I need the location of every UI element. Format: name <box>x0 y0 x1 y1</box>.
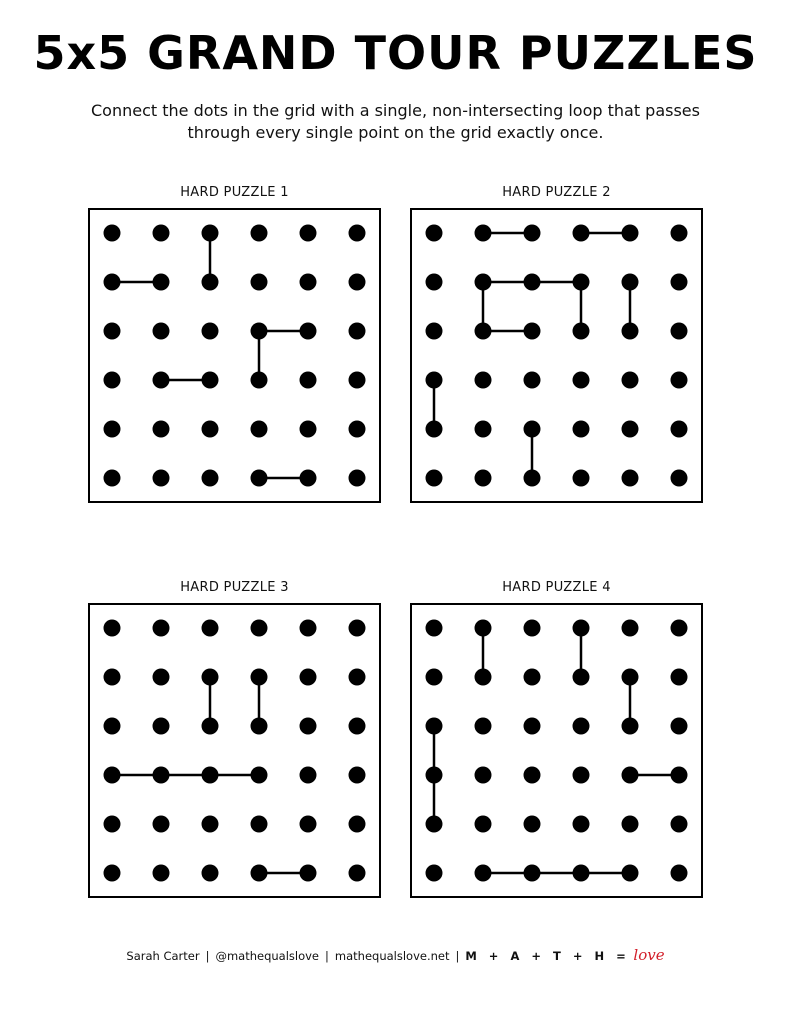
grid-dot[interactable] <box>524 372 541 389</box>
grid-dot[interactable] <box>573 865 590 882</box>
grid-dot[interactable] <box>573 669 590 686</box>
grid-dot[interactable] <box>524 669 541 686</box>
puzzle-grid[interactable] <box>88 603 381 898</box>
grid-dot[interactable] <box>349 323 366 340</box>
grid-dot[interactable] <box>622 718 639 735</box>
grid-dot[interactable] <box>300 421 317 438</box>
puzzle-label: HARD PUZZLE 1 <box>180 185 289 200</box>
grid-dot[interactable] <box>251 620 268 637</box>
grid-dot[interactable] <box>349 767 366 784</box>
grid-dot[interactable] <box>251 669 268 686</box>
grid-dot[interactable] <box>573 225 590 242</box>
grid-dot[interactable] <box>475 323 492 340</box>
grid-svg <box>88 603 381 898</box>
grid-dot[interactable] <box>475 865 492 882</box>
grid-dot[interactable] <box>251 470 268 487</box>
grid-dot[interactable] <box>300 865 317 882</box>
grid-dot[interactable] <box>475 816 492 833</box>
instructions-text: Connect the dots in the grid with a single, non-intersecting loop that passes through every single point on the grid exactly once. <box>91 101 700 142</box>
grid-dot[interactable] <box>426 669 443 686</box>
grid-dot[interactable] <box>426 274 443 291</box>
grid-dot[interactable] <box>622 816 639 833</box>
grid-svg <box>410 603 703 898</box>
grid-dot[interactable] <box>349 816 366 833</box>
grid-dot[interactable] <box>349 372 366 389</box>
grid-dot[interactable] <box>300 816 317 833</box>
grid-dot[interactable] <box>251 767 268 784</box>
puzzle-label: HARD PUZZLE 4 <box>502 580 611 595</box>
grid-dot[interactable] <box>573 274 590 291</box>
grid-dot[interactable] <box>671 274 688 291</box>
grid-dot[interactable] <box>202 323 219 340</box>
grid-dot[interactable] <box>573 718 590 735</box>
grid-dot[interactable] <box>622 372 639 389</box>
grid-dot[interactable] <box>104 620 121 637</box>
grid-svg <box>88 208 381 503</box>
grid-dot[interactable] <box>426 865 443 882</box>
grid-dot[interactable] <box>349 865 366 882</box>
grid-dot[interactable] <box>524 225 541 242</box>
grid-dot[interactable] <box>104 767 121 784</box>
grid-dot[interactable] <box>202 767 219 784</box>
grid-dot[interactable] <box>524 767 541 784</box>
puzzle-grid[interactable] <box>410 208 703 503</box>
grid-dot[interactable] <box>426 470 443 487</box>
grid-dot[interactable] <box>524 620 541 637</box>
grid-dot[interactable] <box>671 323 688 340</box>
grid-dot[interactable] <box>573 421 590 438</box>
grid-dot[interactable] <box>475 767 492 784</box>
grid-dot[interactable] <box>622 274 639 291</box>
grid-dot[interactable] <box>573 767 590 784</box>
grid-dot[interactable] <box>475 225 492 242</box>
grid-dot[interactable] <box>251 323 268 340</box>
grid-dot[interactable] <box>573 620 590 637</box>
grid-dot[interactable] <box>475 620 492 637</box>
grid-dot[interactable] <box>524 470 541 487</box>
grid-dot[interactable] <box>349 274 366 291</box>
grid-dot[interactable] <box>104 669 121 686</box>
puzzle-label: HARD PUZZLE 3 <box>180 580 289 595</box>
grid-dot[interactable] <box>671 767 688 784</box>
grid-dot[interactable] <box>104 816 121 833</box>
grid-dot[interactable] <box>349 718 366 735</box>
footer-love-logo: love <box>633 946 665 964</box>
puzzle-grid[interactable] <box>88 208 381 503</box>
grid-dot[interactable] <box>524 816 541 833</box>
grid-dot[interactable] <box>202 274 219 291</box>
grid-dot[interactable] <box>475 470 492 487</box>
grid-dot[interactable] <box>251 421 268 438</box>
grid-dot[interactable] <box>300 620 317 637</box>
grid-dot[interactable] <box>251 372 268 389</box>
grid-dot[interactable] <box>622 620 639 637</box>
grid-dot[interactable] <box>622 865 639 882</box>
grid-dot[interactable] <box>349 620 366 637</box>
grid-dot[interactable] <box>426 620 443 637</box>
grid-dot[interactable] <box>202 865 219 882</box>
grid-dot[interactable] <box>153 225 170 242</box>
grid-dot[interactable] <box>622 225 639 242</box>
grid-dot[interactable] <box>202 372 219 389</box>
grid-dot[interactable] <box>104 865 121 882</box>
grid-dot[interactable] <box>349 669 366 686</box>
grid-dot[interactable] <box>202 816 219 833</box>
grid-dot[interactable] <box>104 225 121 242</box>
grid-dot[interactable] <box>671 225 688 242</box>
grid-dot[interactable] <box>573 816 590 833</box>
grid-dot[interactable] <box>300 225 317 242</box>
grid-dot[interactable] <box>104 470 121 487</box>
grid-dot[interactable] <box>475 372 492 389</box>
grid-dot[interactable] <box>524 274 541 291</box>
grid-dot[interactable] <box>426 225 443 242</box>
grid-dot[interactable] <box>671 421 688 438</box>
grid-dot[interactable] <box>300 372 317 389</box>
grid-dot[interactable] <box>202 620 219 637</box>
grid-dot[interactable] <box>524 323 541 340</box>
grid-dot[interactable] <box>202 718 219 735</box>
grid-dot[interactable] <box>426 718 443 735</box>
grid-dot[interactable] <box>153 323 170 340</box>
grid-dot[interactable] <box>622 470 639 487</box>
footer-site: mathequalslove.net <box>334 949 450 963</box>
grid-dot[interactable] <box>426 421 443 438</box>
grid-dot[interactable] <box>300 669 317 686</box>
grid-dot[interactable] <box>202 669 219 686</box>
grid-dot[interactable] <box>104 421 121 438</box>
grid-dot[interactable] <box>671 372 688 389</box>
grid-dot[interactable] <box>671 470 688 487</box>
grid-dot[interactable] <box>104 718 121 735</box>
grid-dot[interactable] <box>202 470 219 487</box>
grid-dot[interactable] <box>300 323 317 340</box>
grid-dot[interactable] <box>475 421 492 438</box>
grid-dot[interactable] <box>104 372 121 389</box>
grid-dot[interactable] <box>300 274 317 291</box>
grid-dot[interactable] <box>622 323 639 340</box>
grid-dot[interactable] <box>475 274 492 291</box>
grid-dot[interactable] <box>524 421 541 438</box>
grid-dot[interactable] <box>300 718 317 735</box>
footer-brand: M + A + T + H = <box>465 949 630 963</box>
grid-dot[interactable] <box>153 669 170 686</box>
grid-dot[interactable] <box>475 669 492 686</box>
grid-dot[interactable] <box>426 372 443 389</box>
footer-handle: @mathequalslove <box>215 949 320 963</box>
grid-dot[interactable] <box>475 718 492 735</box>
grid-dot[interactable] <box>573 372 590 389</box>
grid-dot[interactable] <box>671 816 688 833</box>
grid-dot[interactable] <box>300 470 317 487</box>
grid-dot[interactable] <box>426 323 443 340</box>
footer-author: Sarah Carter <box>126 949 200 963</box>
grid-dot[interactable] <box>251 274 268 291</box>
grid-svg <box>410 208 703 503</box>
grid-dot[interactable] <box>622 421 639 438</box>
grid-dot[interactable] <box>251 718 268 735</box>
grid-dot[interactable] <box>349 225 366 242</box>
grid-dot[interactable] <box>153 767 170 784</box>
grid-dot[interactable] <box>104 274 121 291</box>
grid-dot[interactable] <box>426 816 443 833</box>
grid-dot[interactable] <box>300 767 317 784</box>
grid-dot[interactable] <box>202 225 219 242</box>
grid-dot[interactable] <box>153 718 170 735</box>
footer: Sarah Carter | @mathequalslove | mathequalslove.net | M + A + T + H = love <box>126 946 665 964</box>
grid-dot[interactable] <box>622 767 639 784</box>
grid-dot[interactable] <box>671 865 688 882</box>
grid-dot[interactable] <box>251 225 268 242</box>
grid-dot[interactable] <box>153 816 170 833</box>
grid-dot[interactable] <box>153 274 170 291</box>
grid-dot[interactable] <box>622 669 639 686</box>
grid-dot[interactable] <box>573 323 590 340</box>
page-title: 5x5 GRAND TOUR PUZZLES <box>33 26 758 80</box>
grid-dot[interactable] <box>349 470 366 487</box>
grid-dot[interactable] <box>153 372 170 389</box>
grid-dot[interactable] <box>153 620 170 637</box>
grid-dot[interactable] <box>426 767 443 784</box>
grid-dot[interactable] <box>573 470 590 487</box>
grid-dot[interactable] <box>671 620 688 637</box>
grid-dot[interactable] <box>671 718 688 735</box>
grid-dot[interactable] <box>153 421 170 438</box>
grid-dot[interactable] <box>202 421 219 438</box>
puzzle-label: HARD PUZZLE 2 <box>502 185 611 200</box>
grid-dot[interactable] <box>153 865 170 882</box>
grid-dot[interactable] <box>671 669 688 686</box>
grid-dot[interactable] <box>524 865 541 882</box>
grid-dot[interactable] <box>104 323 121 340</box>
puzzle-grid[interactable] <box>410 603 703 898</box>
grid-dot[interactable] <box>251 865 268 882</box>
grid-dot[interactable] <box>349 421 366 438</box>
grid-dot[interactable] <box>524 718 541 735</box>
grid-dot[interactable] <box>153 470 170 487</box>
grid-dot[interactable] <box>251 816 268 833</box>
